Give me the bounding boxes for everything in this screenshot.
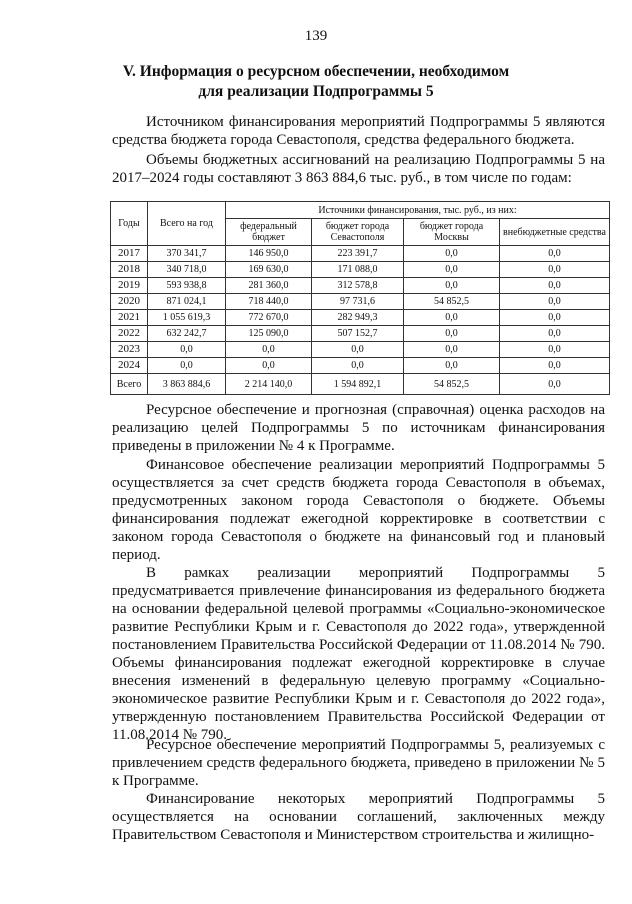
cell-federal: 772 670,0 [226, 310, 312, 326]
cell-federal: 718 440,0 [226, 294, 312, 310]
cell-moscow: 0,0 [404, 262, 500, 278]
table-total-row [111, 374, 610, 395]
table-row [111, 358, 610, 374]
cell-year: 2021 [111, 310, 148, 326]
heading-line-1: V. Информация о ресурсном обеспечении, необходимом [122, 63, 510, 80]
heading-line-2: для реализации Подпрограммы 5 [198, 83, 434, 100]
cell-year: 2023 [111, 342, 148, 358]
cell-moscow: 54 852,5 [404, 294, 500, 310]
cell-extra: 0,0 [500, 326, 610, 342]
cell-total: 632 242,7 [148, 326, 226, 342]
cell-sevastopol: 0,0 [312, 358, 404, 374]
col-header-federal: федеральный бюджет [226, 219, 312, 246]
table-header-row [111, 202, 610, 219]
cell-extra: 0,0 [500, 310, 610, 326]
cell-moscow: 0,0 [404, 326, 500, 342]
cell-year: 2020 [111, 294, 148, 310]
table-row [111, 326, 610, 342]
table-row [111, 246, 610, 262]
cell-sevastopol: 171 088,0 [312, 262, 404, 278]
paragraph-federal-budget: Ресурсное обеспечение мероприятий Подпрограммы 5, реализуемых с привлечением средств федерального бюджета, приведено в приложении № 5 к Программе. [112, 737, 605, 789]
cell-federal: 281 360,0 [226, 278, 312, 294]
col-header-year: Годы [111, 202, 148, 246]
cell-moscow: 0,0 [404, 342, 500, 358]
cell-extra: 0,0 [500, 246, 610, 262]
cell-total: 1 055 619,3 [148, 310, 226, 326]
cell-total: 593 938,8 [148, 278, 226, 294]
cell-sevastopol: 507 152,7 [312, 326, 404, 342]
paragraph-agreements: Финансирование некоторых мероприятий Подпрограммы 5 осуществляется на основании соглашений, заключенных между Правительством Севастополя и Министерством строительства и жилищно- [112, 791, 605, 843]
section-heading [0, 62, 632, 102]
cell-moscow: 0,0 [404, 310, 500, 326]
cell-moscow: 0,0 [404, 278, 500, 294]
financing-table [110, 201, 610, 395]
cell-extra: 0,0 [500, 294, 610, 310]
col-header-extra: внебюджетные средства [500, 219, 610, 246]
cell-sevastopol: 223 391,7 [312, 246, 404, 262]
cell-year: 2022 [111, 326, 148, 342]
cell-moscow: 54 852,5 [404, 374, 500, 395]
table-row [111, 278, 610, 294]
cell-total: 340 718,0 [148, 262, 226, 278]
cell-total: 871 024,1 [148, 294, 226, 310]
col-header-total: Всего на год [148, 202, 226, 246]
paragraph-financial-support: Финансовое обеспечение реализации мероприятий Подпрограммы 5 осуществляется за счет средств бюджета города Севастополя в объемах, предусмотренных законом города Севастополя о бюджете. Объемы финансирования подлежат ежегодной корректировке в соответствии с законом города Севастополя о бюджете на финансовый год и плановый период. [112, 457, 605, 563]
paragraph-resource-support: Ресурсное обеспечение и прогнозная (справочная) оценка расходов на реализацию целей Подпрограммы 5 по источникам финансирования приведены в приложении № 4 к Программе. [112, 402, 605, 454]
cell-federal: 125 090,0 [226, 326, 312, 342]
cell-sevastopol: 0,0 [312, 342, 404, 358]
col-header-sevastopol: бюджет города Севастополя [312, 219, 404, 246]
cell-sevastopol: 1 594 892,1 [312, 374, 404, 395]
table-row [111, 262, 610, 278]
cell-federal: 2 214 140,0 [226, 374, 312, 395]
paragraph-budget-volumes: Объемы бюджетных ассигнований на реализацию Подпрограммы 5 на 2017–2024 годы составляют 3 863 884,6 тыс. руб., в том числе по годам: [112, 152, 605, 186]
paragraph-funding-sources: Источником финансирования мероприятий Подпрограммы 5 являются средства бюджета города Севастополя, средства федерального бюджета. [112, 114, 605, 148]
cell-moscow: 0,0 [404, 358, 500, 374]
cell-total: 0,0 [148, 342, 226, 358]
cell-federal: 0,0 [226, 358, 312, 374]
col-header-moscow: бюджет города Москвы [404, 219, 500, 246]
cell-year: 2017 [111, 246, 148, 262]
cell-sevastopol: 282 949,3 [312, 310, 404, 326]
cell-total: 370 341,7 [148, 246, 226, 262]
cell-year: 2019 [111, 278, 148, 294]
cell-federal: 146 950,0 [226, 246, 312, 262]
cell-federal: 169 630,0 [226, 262, 312, 278]
cell-extra: 0,0 [500, 358, 610, 374]
cell-federal: 0,0 [226, 342, 312, 358]
cell-year: 2018 [111, 262, 148, 278]
cell-total: 0,0 [148, 358, 226, 374]
cell-sevastopol: 312 578,8 [312, 278, 404, 294]
table-row [111, 342, 610, 358]
page-number: 139 [304, 28, 328, 44]
cell-sevastopol: 97 731,6 [312, 294, 404, 310]
cell-extra: 0,0 [500, 374, 610, 395]
cell-year: 2024 [111, 358, 148, 374]
cell-moscow: 0,0 [404, 246, 500, 262]
cell-total: 3 863 884,6 [148, 374, 226, 395]
paragraph-federal-program: В рамках реализации мероприятий Подпрограммы 5 предусматривается привлечение финансирования из федерального бюджета на основании федеральной целевой программы «Социально-экономическое развитие Республики Крым и г. Севастополя до 2022 года», утвержденной постановлением Правительства Российской Федерации от 11.08.2014 № 790. Объемы финансирования подлежат ежегодной корректировке в случае внесения изменений в федеральную целевую программу «Социально-экономическое развитие Республики Крым и г. Севастополя до 2022 года», утвержденную постановлением Правительства Российской Федерации от 11.08.2014 № 790. [112, 565, 605, 743]
col-header-sources: Источники финансирования, тыс. руб., из них: [226, 202, 610, 219]
table-row [111, 294, 610, 310]
table-row [111, 310, 610, 326]
cell-extra: 0,0 [500, 262, 610, 278]
cell-extra: 0,0 [500, 342, 610, 358]
cell-year: Всего [111, 374, 148, 395]
cell-extra: 0,0 [500, 278, 610, 294]
